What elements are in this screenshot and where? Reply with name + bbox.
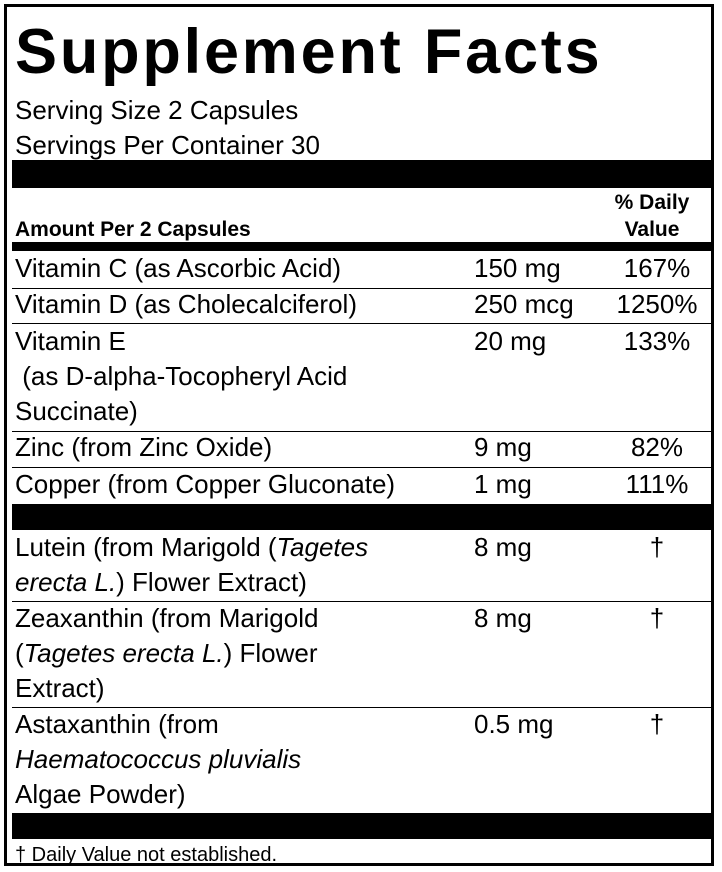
- nutrient-name-cont: (as D-alpha-Tocopheryl Acid: [15, 361, 348, 391]
- thick-divider: [12, 504, 714, 530]
- ingredient-name-cont: erecta L.) Flower Extract): [15, 567, 307, 597]
- medium-divider: [12, 242, 714, 251]
- nutrient-daily-value: 111%: [625, 469, 689, 499]
- nutrient-amount: 20 mg: [474, 326, 547, 356]
- ingredient-amount: 0.5 mg: [474, 709, 554, 739]
- nutrient-name: Vitamin D (as Cholecalciferol): [15, 289, 357, 319]
- nutrient-amount: 150 mg: [474, 253, 561, 283]
- nutrient-amount: 9 mg: [474, 432, 532, 462]
- ingredient-amount: 8 mg: [474, 603, 532, 633]
- footnote: † Daily Value not established.: [15, 844, 278, 866]
- nutrient-amount: 1 mg: [474, 469, 532, 499]
- nutrient-name: Zinc (from Zinc Oxide): [15, 432, 273, 462]
- servings-per-container: Servings Per Container 30: [15, 130, 320, 160]
- thick-divider: [12, 813, 714, 839]
- ingredient-name: Astaxanthin (from: [15, 709, 219, 739]
- daily-value-header-line2: Value: [624, 218, 680, 241]
- ingredient-name: Zeaxanthin (from Marigold: [15, 603, 319, 633]
- ingredient-name-cont: Algae Powder): [15, 779, 186, 809]
- nutrient-amount: 250 mcg: [474, 289, 574, 319]
- nutrient-daily-value: 167%: [623, 253, 691, 283]
- panel-title: Supplement Facts: [15, 17, 603, 87]
- nutrient-name-cont: Succinate): [15, 396, 138, 426]
- ingredient-amount: 8 mg: [474, 532, 532, 562]
- nutrient-name: Copper (from Copper Gluconate): [15, 469, 396, 499]
- ingredient-name-cont: (Tagetes erecta L.) Flower: [15, 638, 318, 668]
- nutrient-name: Vitamin E: [15, 326, 126, 356]
- amount-per-header: Amount Per 2 Capsules: [15, 218, 251, 241]
- nutrient-daily-value: 1250%: [616, 289, 698, 319]
- ingredient-daily-value: †: [649, 532, 665, 562]
- thick-divider: [12, 160, 714, 188]
- nutrient-daily-value: 133%: [623, 326, 691, 356]
- ingredient-name-cont: Haematococcus pluvialis: [15, 744, 302, 774]
- serving-size: Serving Size 2 Capsules: [15, 95, 299, 125]
- ingredient-name-cont: Extract): [15, 673, 105, 703]
- ingredient-name: Lutein (from Marigold (Tagetes: [15, 532, 369, 562]
- daily-value-header-line1: % Daily: [614, 191, 690, 214]
- ingredient-daily-value: †: [649, 603, 665, 633]
- nutrient-name: Vitamin C (as Ascorbic Acid): [15, 253, 342, 283]
- ingredient-daily-value: †: [649, 709, 665, 739]
- nutrient-daily-value: 82%: [630, 432, 684, 462]
- supplement-facts-panel: [4, 4, 714, 866]
